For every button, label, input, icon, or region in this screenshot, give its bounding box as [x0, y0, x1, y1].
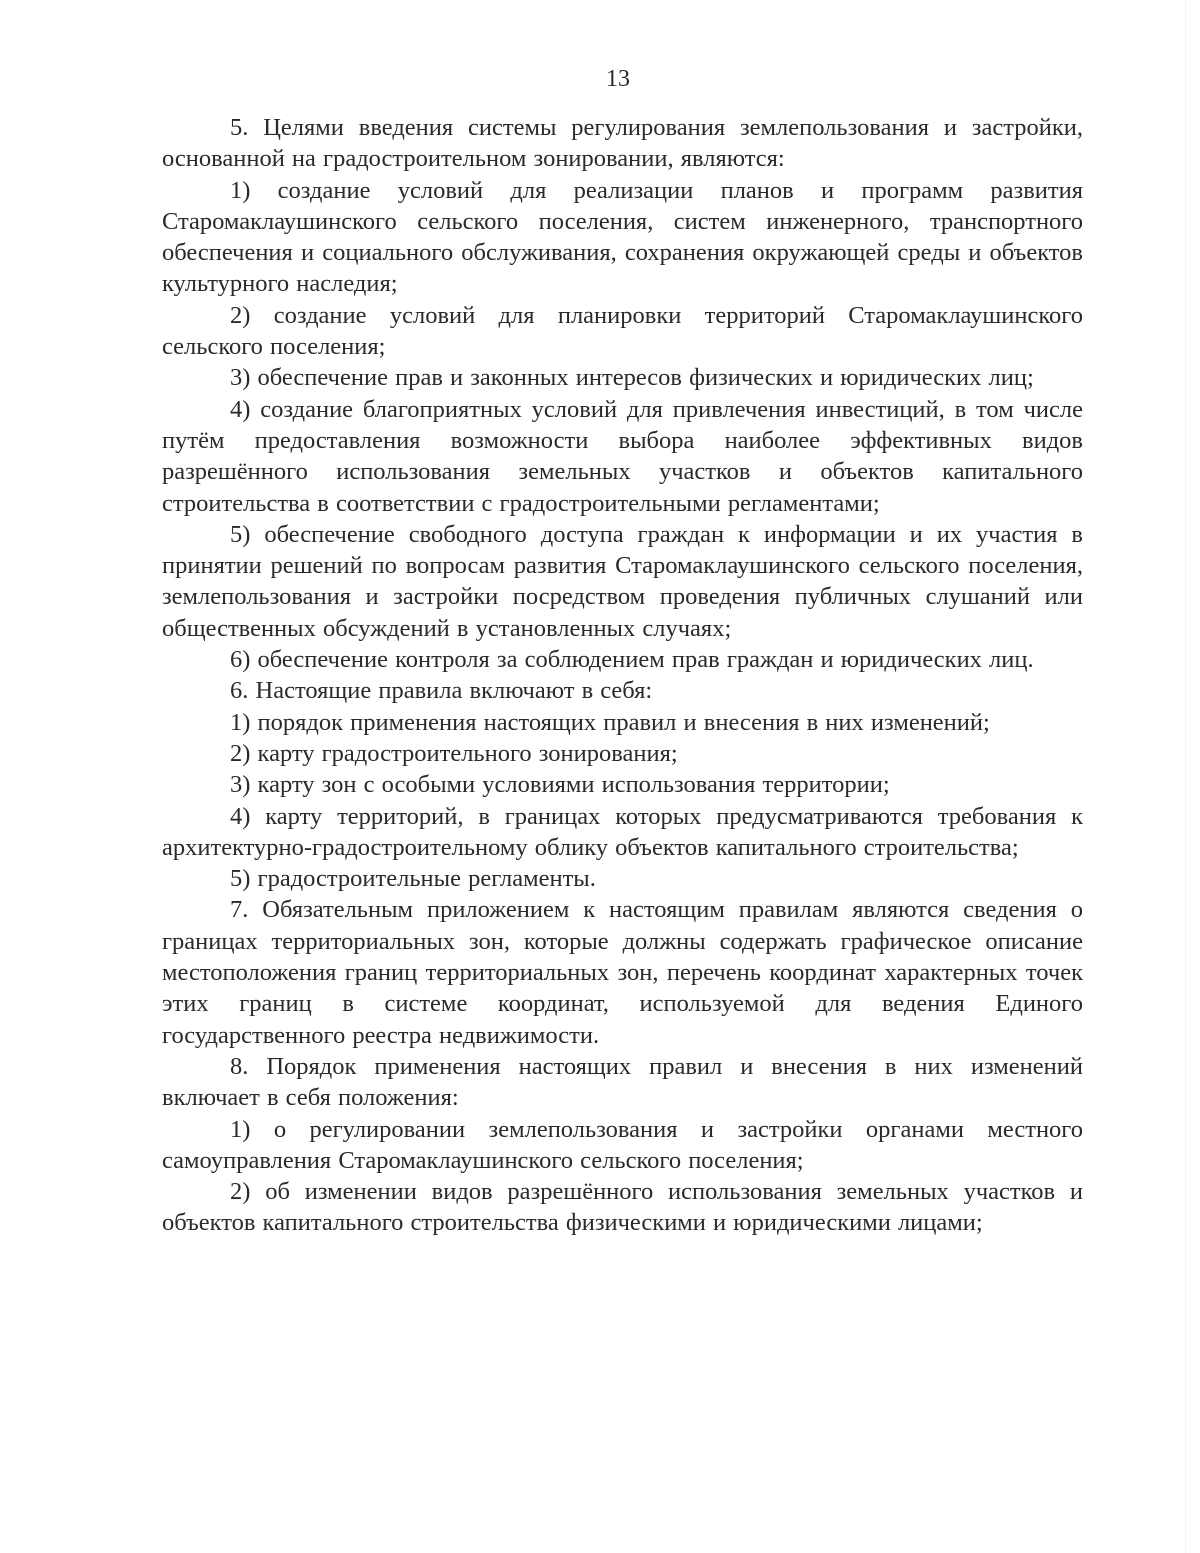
paragraph-contents-1: 1) порядок применения настоящих правил и внесения в них изменений; — [230, 708, 990, 736]
paragraph-contents-3: 3) карту зон с особыми условиями использования территории; — [230, 771, 890, 799]
paragraph-goal-4: 4) создание благоприятных условий для привлечения инвестиций, в том числе путём предоставления возможности выбора наиболее эффективных видов разрешённого использования земельных участков и объектов капитального строительства в соответствии с градостроительными регламентами; — [162, 395, 1083, 517]
paragraph-procedure-intro: 8. Порядок применения настоящих правил и внесения в них изменений включает в себя положения: — [162, 1052, 1083, 1112]
paragraph-goals-intro: 5. Целями введения системы регулирования землепользования и застройки, основанной на градостроительном зонировании, являются: — [162, 114, 1083, 173]
paragraph-contents-2: 2) карту градостроительного зонирования; — [230, 739, 678, 767]
scan-edge-line — [1185, 0, 1186, 1553]
document-body — [162, 112, 1083, 1239]
paragraph-goal-2: 2) создание условий для планировки территорий Старомаклаушинского сельского поселения; — [162, 301, 1083, 361]
paragraph-rules-contents-intro: 6. Настоящие правила включают в себя: — [230, 677, 653, 705]
paragraph-goal-1: 1) создание условий для реализации планов и программ развития Старомаклаушинского сельского поселения, систем инженерного, транспортного обеспечения и социального обслуживания, сохранения окружающей среды и объектов культурного наследия; — [162, 176, 1083, 298]
paragraph-procedure-1: 1) о регулировании землепользования и застройки органами местного самоуправления Старомаклаушинского сельского поселения; — [162, 1115, 1083, 1174]
paragraph-goal-3: 3) обеспечение прав и законных интересов физических и юридических лиц; — [230, 364, 1034, 392]
paragraph-goal-6: 6) обеспечение контроля за соблюдением прав граждан и юридических лиц. — [230, 646, 1034, 674]
paragraph-procedure-2: 2) об изменении видов разрешённого использования земельных участков и объектов капитального строительства физическими и юридическими лицами; — [162, 1178, 1083, 1237]
paragraph-contents-4: 4) карту территорий, в границах которых предусматриваются требования к архитектурно-градостроительному облику объектов капитального строительства; — [162, 802, 1083, 861]
paragraph-appendix: 7. Обязательным приложением к настоящим правилам являются сведения о границах территориальных зон, которые должны содержать графическое описание местоположения границ территориальных зон, перечень координат характерных точек этих границ в системе координат, используемой для ведения Единого государственного реестра недвижимости. — [162, 896, 1083, 1049]
page-number: 13 — [606, 66, 630, 92]
paragraph-contents-5: 5) градостроительные регламенты. — [230, 865, 596, 893]
paragraph-goal-5: 5) обеспечение свободного доступа граждан к информации и их участия в принятии решений по вопросам развития Старомаклаушинского сельского поселения, землепользования и застройки посредством проведения публичных слушаний или общественных обсуждений в установленных случаях; — [162, 520, 1083, 642]
